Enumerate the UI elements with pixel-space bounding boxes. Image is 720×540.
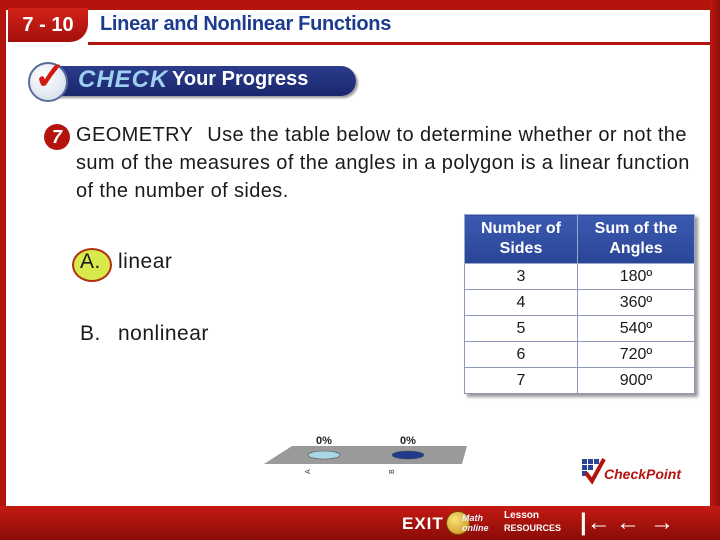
- table-row: [465, 264, 695, 290]
- column-header: Sum of the Angles: [578, 215, 695, 264]
- frame-left: [0, 0, 6, 510]
- table-cell: 7: [465, 368, 578, 394]
- answer-letter: B.: [80, 322, 101, 345]
- table-cell: 360º: [578, 290, 695, 316]
- math-online-label: Math: [462, 513, 483, 523]
- forward-arrow-icon[interactable]: →: [650, 509, 674, 536]
- answer-option-b[interactable]: [80, 322, 209, 346]
- check-your-progress-banner: [20, 56, 342, 98]
- chart-bar-a: [308, 451, 340, 459]
- back-arrow-icon[interactable]: ←: [616, 509, 640, 536]
- table-cell: 540º: [578, 316, 695, 342]
- column-header: Number of Sides: [465, 215, 578, 264]
- table-cell: 900º: [578, 368, 695, 394]
- table-cell: 6: [465, 342, 578, 368]
- chart-tick-label: A: [305, 469, 312, 474]
- frame-top: [0, 0, 720, 10]
- lesson-resources-label: RESOURCES: [504, 523, 562, 533]
- lesson-resources-link[interactable]: [504, 510, 561, 534]
- answer-letter: A.: [80, 250, 101, 273]
- chart-floor: [264, 446, 467, 464]
- checkpoint-label: CheckPoint: [604, 466, 682, 482]
- answer-text: linear: [118, 250, 173, 273]
- table-row: [465, 368, 695, 394]
- response-chart: [262, 432, 472, 492]
- your-progress-label: Your Progress: [172, 68, 309, 90]
- answer-option-a[interactable]: [80, 250, 172, 274]
- chart-tick-label: B: [389, 469, 396, 474]
- table-row: [465, 316, 695, 342]
- checkmark-icon: ✓: [34, 56, 66, 98]
- lesson-number-tab: 7 - 10: [8, 8, 88, 42]
- question-text: [76, 121, 706, 205]
- lesson-resources-label: Lesson: [504, 510, 540, 521]
- question-keyword: GEOMETRY: [76, 124, 194, 146]
- table-row: [465, 290, 695, 316]
- checkpoint-icon: [580, 455, 606, 485]
- frame-right: [710, 0, 720, 510]
- chart-bar-b: [392, 451, 424, 459]
- table-cell: 4: [465, 290, 578, 316]
- checkpoint-logo[interactable]: [580, 455, 690, 487]
- table-header-row: [465, 215, 695, 264]
- question-number-badge: 7: [44, 124, 70, 150]
- first-slide-arrow-icon[interactable]: |←: [580, 509, 611, 536]
- table-cell: 180º: [578, 264, 695, 290]
- math-online-label: online: [462, 523, 489, 533]
- exit-button[interactable]: EXIT: [402, 514, 444, 533]
- check-label: CHECK: [78, 66, 169, 93]
- chart-data-label: 0%: [400, 435, 416, 447]
- footer-nav: [400, 508, 710, 538]
- chart-data-label: 0%: [316, 435, 332, 447]
- table-cell: 720º: [578, 342, 695, 368]
- table-row: [465, 342, 695, 368]
- question-body: Use the table below to determine whether or not the sum of the measures of the angles in a polygon is a linear function of the number of sides.: [76, 124, 690, 202]
- lesson-title: Linear and Nonlinear Functions: [100, 13, 392, 35]
- table-cell: 5: [465, 316, 578, 342]
- math-online-link[interactable]: [462, 513, 489, 533]
- answer-text: nonlinear: [118, 322, 209, 345]
- angles-table: [464, 214, 695, 394]
- table-cell: 3: [465, 264, 578, 290]
